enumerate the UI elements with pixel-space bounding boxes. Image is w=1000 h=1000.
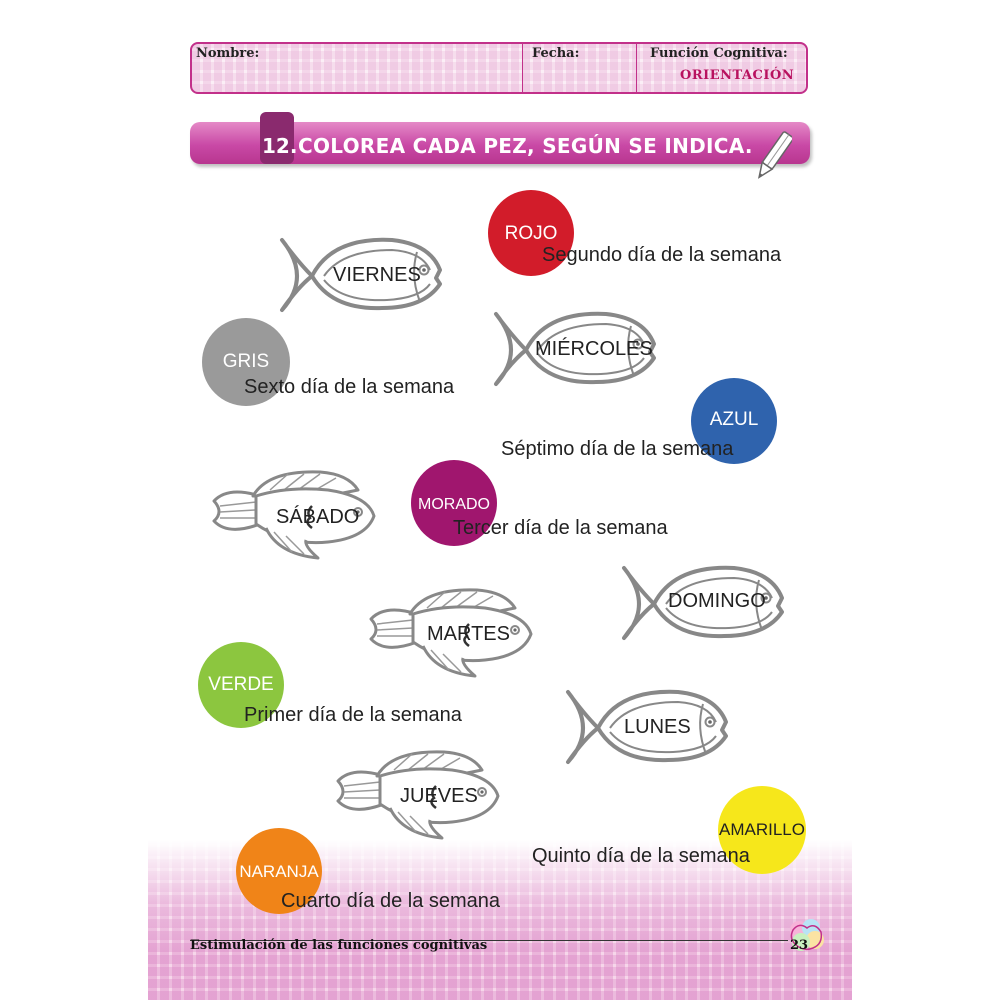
clue-morado: Tercer día de la semana bbox=[453, 517, 668, 539]
fish-label-domingo: DOMINGO bbox=[668, 590, 766, 612]
color-label-amarillo: AMARILLO bbox=[719, 820, 805, 839]
cognitive-function-label: Función Cognitiva: bbox=[650, 46, 788, 61]
footer-title: Estimulación de las funciones cognitivas bbox=[190, 938, 488, 953]
cognitive-function-value: ORIENTACIÓN bbox=[680, 68, 795, 83]
fish-label-jueves: JUEVES bbox=[400, 785, 478, 807]
header-divider bbox=[636, 44, 637, 92]
clue-naranja: Cuarto día de la semana bbox=[281, 890, 501, 912]
page-number: 23 bbox=[790, 938, 809, 953]
pencil-icon bbox=[756, 128, 792, 184]
clue-verde: Primer día de la semana bbox=[244, 704, 462, 726]
color-label-verde: VERDE bbox=[208, 674, 274, 695]
color-label-morado: MORADO bbox=[418, 496, 490, 513]
clue-gris: Sexto día de la semana bbox=[244, 376, 455, 398]
clue-amarillo: Quinto día de la semana bbox=[532, 845, 750, 867]
fish-label-lunes: LUNES bbox=[624, 716, 691, 738]
name-label: Nombre: bbox=[196, 46, 260, 61]
exercise-number: 12. bbox=[262, 134, 298, 158]
color-label-azul: AZUL bbox=[709, 409, 759, 430]
exercise-title: COLOREA CADA PEZ, SEGÚN SE INDICA. bbox=[298, 134, 753, 158]
header-divider bbox=[522, 44, 523, 92]
color-label-rojo: ROJO bbox=[504, 223, 558, 244]
color-label-gris: GRIS bbox=[222, 351, 270, 372]
color-label-naranja: NARANJA bbox=[239, 862, 319, 881]
fish-label-martes: MARTES bbox=[427, 623, 510, 645]
fish-label-viernes: VIERNES bbox=[333, 264, 421, 286]
clue-azul: Séptimo día de la semana bbox=[501, 438, 734, 460]
fish-label-miercoles: MIÉRCOLES bbox=[535, 338, 653, 360]
fish-label-sabado: SÁBADO bbox=[276, 506, 360, 528]
date-label: Fecha: bbox=[532, 46, 580, 61]
clue-rojo: Segundo día de la semana bbox=[542, 244, 782, 266]
